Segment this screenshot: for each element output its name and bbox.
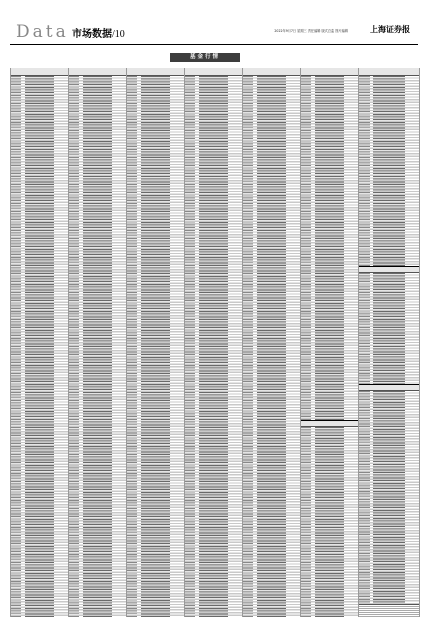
table-sub-block [301,420,358,617]
table-column [68,68,127,617]
footnote-block [359,604,419,617]
table-column [184,68,243,617]
table-column [358,68,420,617]
page-number: /10 [112,29,125,40]
section-brand: Data [16,22,69,42]
table-rows [11,76,68,617]
table-rows [243,76,300,617]
table-column [242,68,301,617]
fund-quote-tables [10,68,418,617]
banner-subtitle-line [150,64,260,67]
column-header [11,68,68,76]
table-rows [127,76,184,617]
table-column [126,68,185,617]
section-title [72,25,125,40]
table-column [300,68,359,617]
table-rows [69,76,126,617]
column-header [69,68,126,76]
column-header [185,68,242,76]
dateline: 2022年9月7日 星期三 责任编辑 版式总监 图片编辑 [274,29,348,33]
column-header [243,68,300,76]
newspaper-masthead: 上海证券报 [370,24,410,34]
table-rows [185,76,242,617]
table-column [10,68,69,617]
column-header [301,68,358,76]
header-rule [10,44,418,45]
section-name: 市场数据 [72,29,112,40]
table-rows [359,391,419,617]
column-header [359,68,419,76]
page-header [10,18,418,44]
table-sub-block [359,384,419,617]
section-banner: 基金行情 [170,53,240,62]
column-header [127,68,184,76]
table-rows [301,427,358,617]
